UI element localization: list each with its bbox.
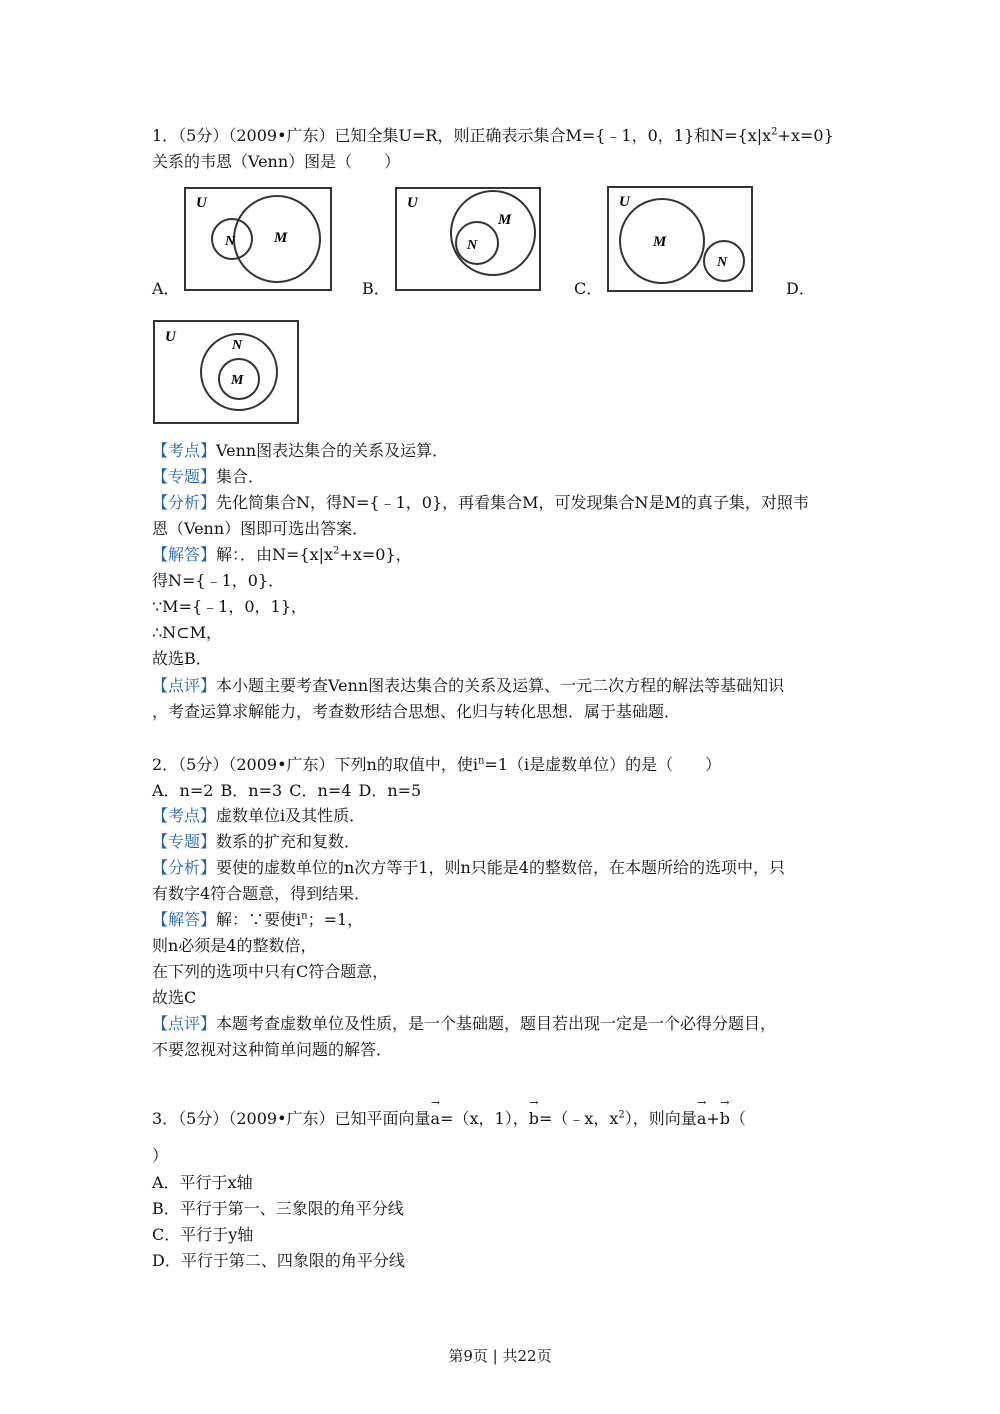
q1-fenxi-line2: 恩（Venn）图即可选出答案． <box>152 519 369 538</box>
q1-jieda-line1: 【解答】解：．由$N=\{x|x^2+x=0\}$， <box>152 545 412 564</box>
venn-b-m-label: M <box>498 212 512 228</box>
vector-a: → a <box>431 1109 441 1129</box>
venn-b-u-label: U <box>407 195 418 211</box>
q1-jieda-line3: ∵M={﹣1，0，1}， <box>152 597 307 616</box>
q1-dianping-line2: ，考查运算求解能力，考查数形结合思想、化归与转化思想．属于基础题． <box>152 702 681 721</box>
q1-dianping-line1: 【点评】本小题主要考查Venn图表达集合的关系及运算、一元二次方程的解法等基础知识 <box>152 676 785 695</box>
q1-kaodian: 【考点】Venn图表达集合的关系及运算． <box>152 441 449 460</box>
venn-c-u-label: U <box>619 194 630 210</box>
jieda-tag: 【解答】 <box>152 545 217 564</box>
q2-zhuanti: 【专题】数系的扩充和复数． <box>152 832 361 851</box>
dianping-tag: 【点评】 <box>152 676 217 695</box>
venn-d-u-label: U <box>165 329 176 345</box>
venn-d-m-label: M <box>231 373 244 388</box>
q1-option-b-label: B． <box>362 279 390 298</box>
zhuanti-tag: 【专题】 <box>152 467 217 486</box>
q2-fenxi-line1: 【分析】要使的虚数单位的n次方等于1，则n只能是4的整数倍，在本题所给的选项中，只 <box>152 858 785 877</box>
venn-a-n-label: N <box>225 234 236 249</box>
q2-fenxi-line2: 有数字4符合题意，得到结果． <box>152 884 371 903</box>
q2-kaodian: 【考点】虚数单位i及其性质． <box>152 806 366 825</box>
q2-jieda-line3: 在下列的选项中只有C符合题意， <box>152 962 389 981</box>
q3-stem-line2: ） <box>152 1146 169 1165</box>
q1-option-c-label: C． <box>574 279 603 298</box>
q1-stem-line2: 关系的韦恩（Venn）图是（ ） <box>152 152 401 171</box>
venn-a-m-label: M <box>274 230 288 246</box>
q2-dianping-line1: 【点评】本题考查虚数单位及性质，是一个基础题，题目若出现一定是一个必得分题目， <box>152 1014 777 1033</box>
venn-diagram-b <box>395 187 541 291</box>
page-footer: 第9页 | 共22页 <box>448 1347 552 1365</box>
venn-c-m-label: M <box>653 234 667 250</box>
fenxi-tag: 【分析】 <box>152 493 217 512</box>
kaodian-tag: 【考点】 <box>152 441 217 460</box>
q3-option-b: B．平行于第一、三象限的角平分线 <box>152 1199 404 1218</box>
vector-b: → b <box>529 1109 539 1129</box>
venn-d-n-label: N <box>232 338 243 353</box>
venn-b-n-label: N <box>467 238 478 253</box>
q2-options: A．n=2 B．n=3 C．n=4 D．n=5 <box>152 781 422 800</box>
q1-jieda-line4: ∴N⊂M， <box>152 623 222 642</box>
vector-a-sum: → a <box>697 1109 707 1129</box>
venn-diagram-c <box>607 186 753 292</box>
venn-diagram-d <box>153 320 299 424</box>
q3-option-c: C．平行于y轴 <box>152 1225 254 1244</box>
q2-dianping-line2: 不要忽视对这种简单问题的解答． <box>152 1040 393 1059</box>
q1-zhuanti: 【专题】集合． <box>152 467 265 486</box>
venn-c-n-label: N <box>717 255 728 270</box>
venn-diagram-a <box>184 187 332 291</box>
q1-jieda-line2: 得N={﹣1，0}． <box>152 571 285 590</box>
vector-b-sum: → b <box>720 1109 730 1129</box>
q2-jieda-line1: 【解答】解：∵要使$i^n$；=1， <box>152 910 364 929</box>
q3-stem: 3．（5分）（2009•广东）已知平面向量→ a=（x，1），→ b=（﹣x，$x^2$），则向量→ a+→ b（ <box>152 1109 746 1129</box>
q1-stem-line1: 1．（5分）（2009•广东）已知全集U=R，则正确表示集合M={﹣1，0，1}和$N=\{x|x^2+x=0\}$ <box>152 126 834 145</box>
q1-jieda-line5: 故选B． <box>152 649 212 668</box>
q1-option-a-label: A． <box>152 279 180 298</box>
q1-fenxi-line1: 【分析】先化简集合N，得N={﹣1，0}，再看集合M，可发现集合N是M的真子集，对照韦 <box>152 493 809 512</box>
q3-option-d: D．平行于第二、四象限的角平分线 <box>152 1251 405 1270</box>
q2-stem: 2．（5分）（2009•广东）下列n的取值中，使$i^n=1(i$是虚数单位）的是（ ） <box>152 755 722 774</box>
q1-option-d-label: D． <box>786 279 815 298</box>
q2-jieda-line2: 则n必须是4的整数倍， <box>152 936 317 955</box>
q2-jieda-line4: 故选C <box>152 988 197 1007</box>
venn-a-u-label: U <box>196 195 207 211</box>
q3-option-a: A．平行于x轴 <box>152 1173 253 1192</box>
